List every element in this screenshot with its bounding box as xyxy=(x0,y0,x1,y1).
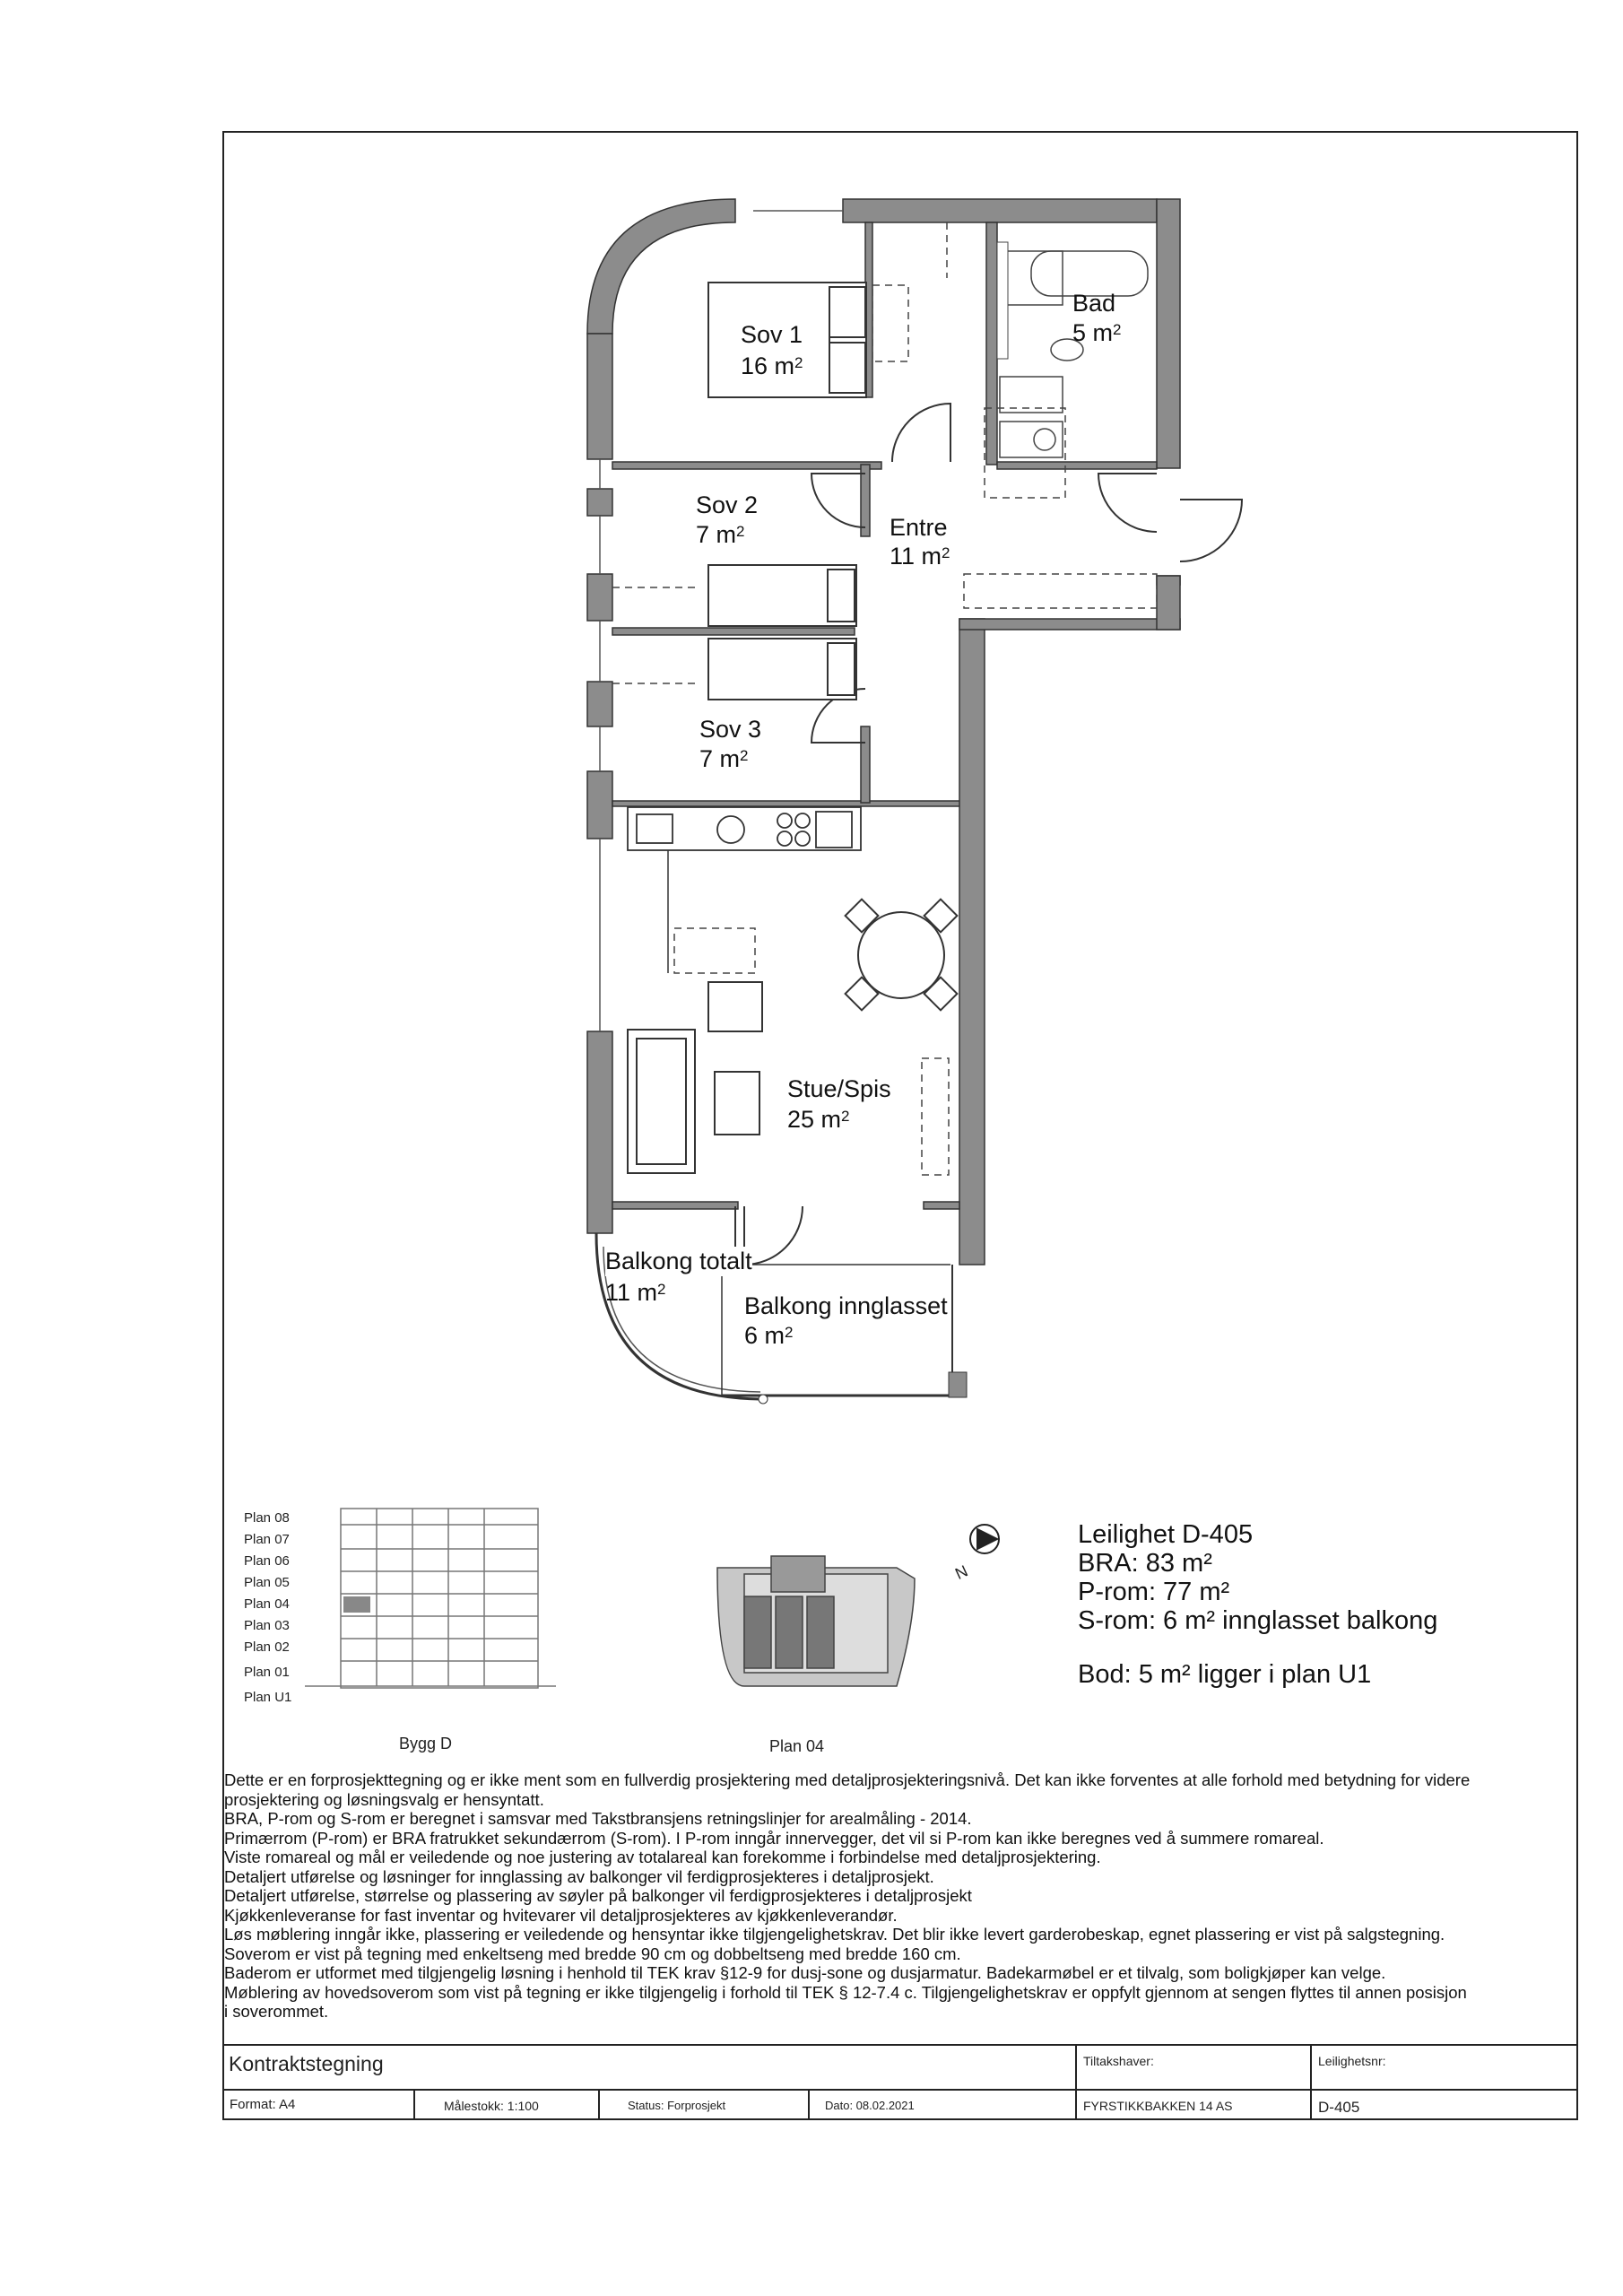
format-cell: Format: A4 xyxy=(230,2097,296,2112)
apartment-title: Leilighet D-405 xyxy=(1078,1520,1254,1549)
room-label-balkong-totalt: Balkong totalt xyxy=(605,1248,752,1274)
room-area-balkong-innglasset: 6 $m^2$ xyxy=(744,1322,794,1349)
floor-label: Plan 01 xyxy=(244,1665,290,1680)
apartment-bod: Bod: 5 m² ligger i plan U1 xyxy=(1078,1660,1372,1689)
note-line: Detaljert utførelse, størrelse og plassering av søyler på balkonger vil ferdigprosjekteres i detaljprosjekt xyxy=(224,1886,972,1905)
apartment-prom: P-rom: 77 m² xyxy=(1078,1578,1230,1606)
note-line: Møblering av hovedsoverom som vist på tegning er ikke tilgjengelig i forhold til TEK § 12-7.4 c. Tilgjengelighetskrav er oppfylt gjennom at sengen flyttes til annen posisjon xyxy=(224,1982,1467,2002)
note-line: Baderom er utformet med tilgjengelig løsning i henhold til TEK krav §12-9 for dusj-sone og dusjarmatur. Badekarmøbel er et tilvalg, som boligkjøper kan velge. xyxy=(224,1963,1386,1982)
note-line: Primærrom (P-rom) er BRA fratrukket sekundærrom (S-rom). I P-rom inngår innervegger, det vil si P-rom kan ikke beregnes ved å summere romareal. xyxy=(224,1828,1324,1848)
room-label-bad: Bad xyxy=(1072,290,1116,317)
room-label-sov1: Sov 1 xyxy=(741,321,803,348)
building-caption: Bygg D xyxy=(399,1735,453,1752)
room-area-stue: 25 $m^2$ xyxy=(787,1106,850,1133)
note-line: prosjektering og løsningsvalg er hensyntatt. xyxy=(224,1789,544,1809)
room-area-sov3: 7 $m^2$ xyxy=(699,745,749,772)
leilighetsnr-label: Leilighetsnr: xyxy=(1318,2054,1386,2068)
svg-text:N: N xyxy=(952,1561,971,1583)
floor-label: Plan 07 xyxy=(244,1532,290,1547)
note-line: Soverom er vist på tegning med enkeltseng med bredde 90 cm og dobbeltseng med bredde 160 cm. xyxy=(224,1944,961,1963)
floor-label: Plan 02 xyxy=(244,1639,290,1655)
floor-label: Plan U1 xyxy=(244,1690,292,1705)
room-area-sov1: 16 $m^2$ xyxy=(741,352,803,379)
room-area-balkong-totalt: 11 $m^2$ xyxy=(605,1279,666,1306)
room-area-bad: 5 $m^2$ xyxy=(1072,319,1122,346)
apartment-srom: S-rom: 6 m² innglasset balkong xyxy=(1078,1606,1438,1635)
note-line: Dette er en forprosjekttegning og er ikke ment som en fullverdig prosjektering med detaljprosjekteringsnivå. Det kan ikke forventes at alle forhold med betydning for videre xyxy=(224,1770,1471,1789)
status-cell: Status: Forprosjekt xyxy=(628,2099,726,2112)
room-area-sov2: 7 $m^2$ xyxy=(696,521,745,548)
floor-label: Plan 08 xyxy=(244,1510,290,1526)
note-line: BRA, P-rom og S-rom er beregnet i samsvar med Takstbransjens retningslinjer for arealmåling - 2014. xyxy=(224,1809,972,1828)
room-label-balkong-innglasset: Balkong innglasset xyxy=(744,1292,948,1319)
tiltakshaver-value: FYRSTIKKBAKKEN 14 AS xyxy=(1083,2099,1233,2113)
floor-label: Plan 03 xyxy=(244,1618,290,1633)
dato-cell: Dato: 08.02.2021 xyxy=(825,2099,915,2112)
note-line: Løs møblering inngår ikke, plassering er veiledende og hensyntar ikke tilgjengelighetskrav. Det blir ikke levert garderobeskap, egnet plassering er vist på salgstegning. xyxy=(224,1925,1445,1944)
tiltakshaver-label: Tiltakshaver: xyxy=(1083,2054,1154,2068)
floor-label: Plan 06 xyxy=(244,1553,290,1569)
room-area-entre: 11 $m^2$ xyxy=(890,543,950,570)
leilighetsnr-value: D-405 xyxy=(1318,2099,1360,2116)
room-label-sov2: Sov 2 xyxy=(696,491,759,518)
note-line: Kjøkkenleveranse for fast inventar og hvitevarer vil detaljprosjekteres av kjøkkenleverandør. xyxy=(224,1905,898,1925)
room-label-stue: Stue/Spis xyxy=(787,1075,891,1102)
titleblock-title: Kontraktstegning xyxy=(229,2052,384,2075)
plan-caption: Plan 04 xyxy=(769,1737,825,1755)
floor-label: Plan 04 xyxy=(244,1596,290,1612)
room-label-entre: Entre xyxy=(890,514,948,541)
floor-label: Plan 05 xyxy=(244,1575,290,1590)
note-line: Detaljert utførelse og løsninger for innglassing av balkonger vil ferdigprosjekteres i detaljprosjekt. xyxy=(224,1866,934,1886)
malestokk-cell: Målestokk: 1:100 xyxy=(444,2099,539,2113)
note-line: Viste romareal og mål er veiledende og noe justering av totalareal kan forekomme i forbindelse med detaljprosjektering. xyxy=(224,1848,1101,1866)
note-line: i soverommet. xyxy=(224,2002,329,2021)
apartment-bra: BRA: 83 m² xyxy=(1078,1549,1212,1578)
room-label-sov3: Sov 3 xyxy=(699,716,762,743)
